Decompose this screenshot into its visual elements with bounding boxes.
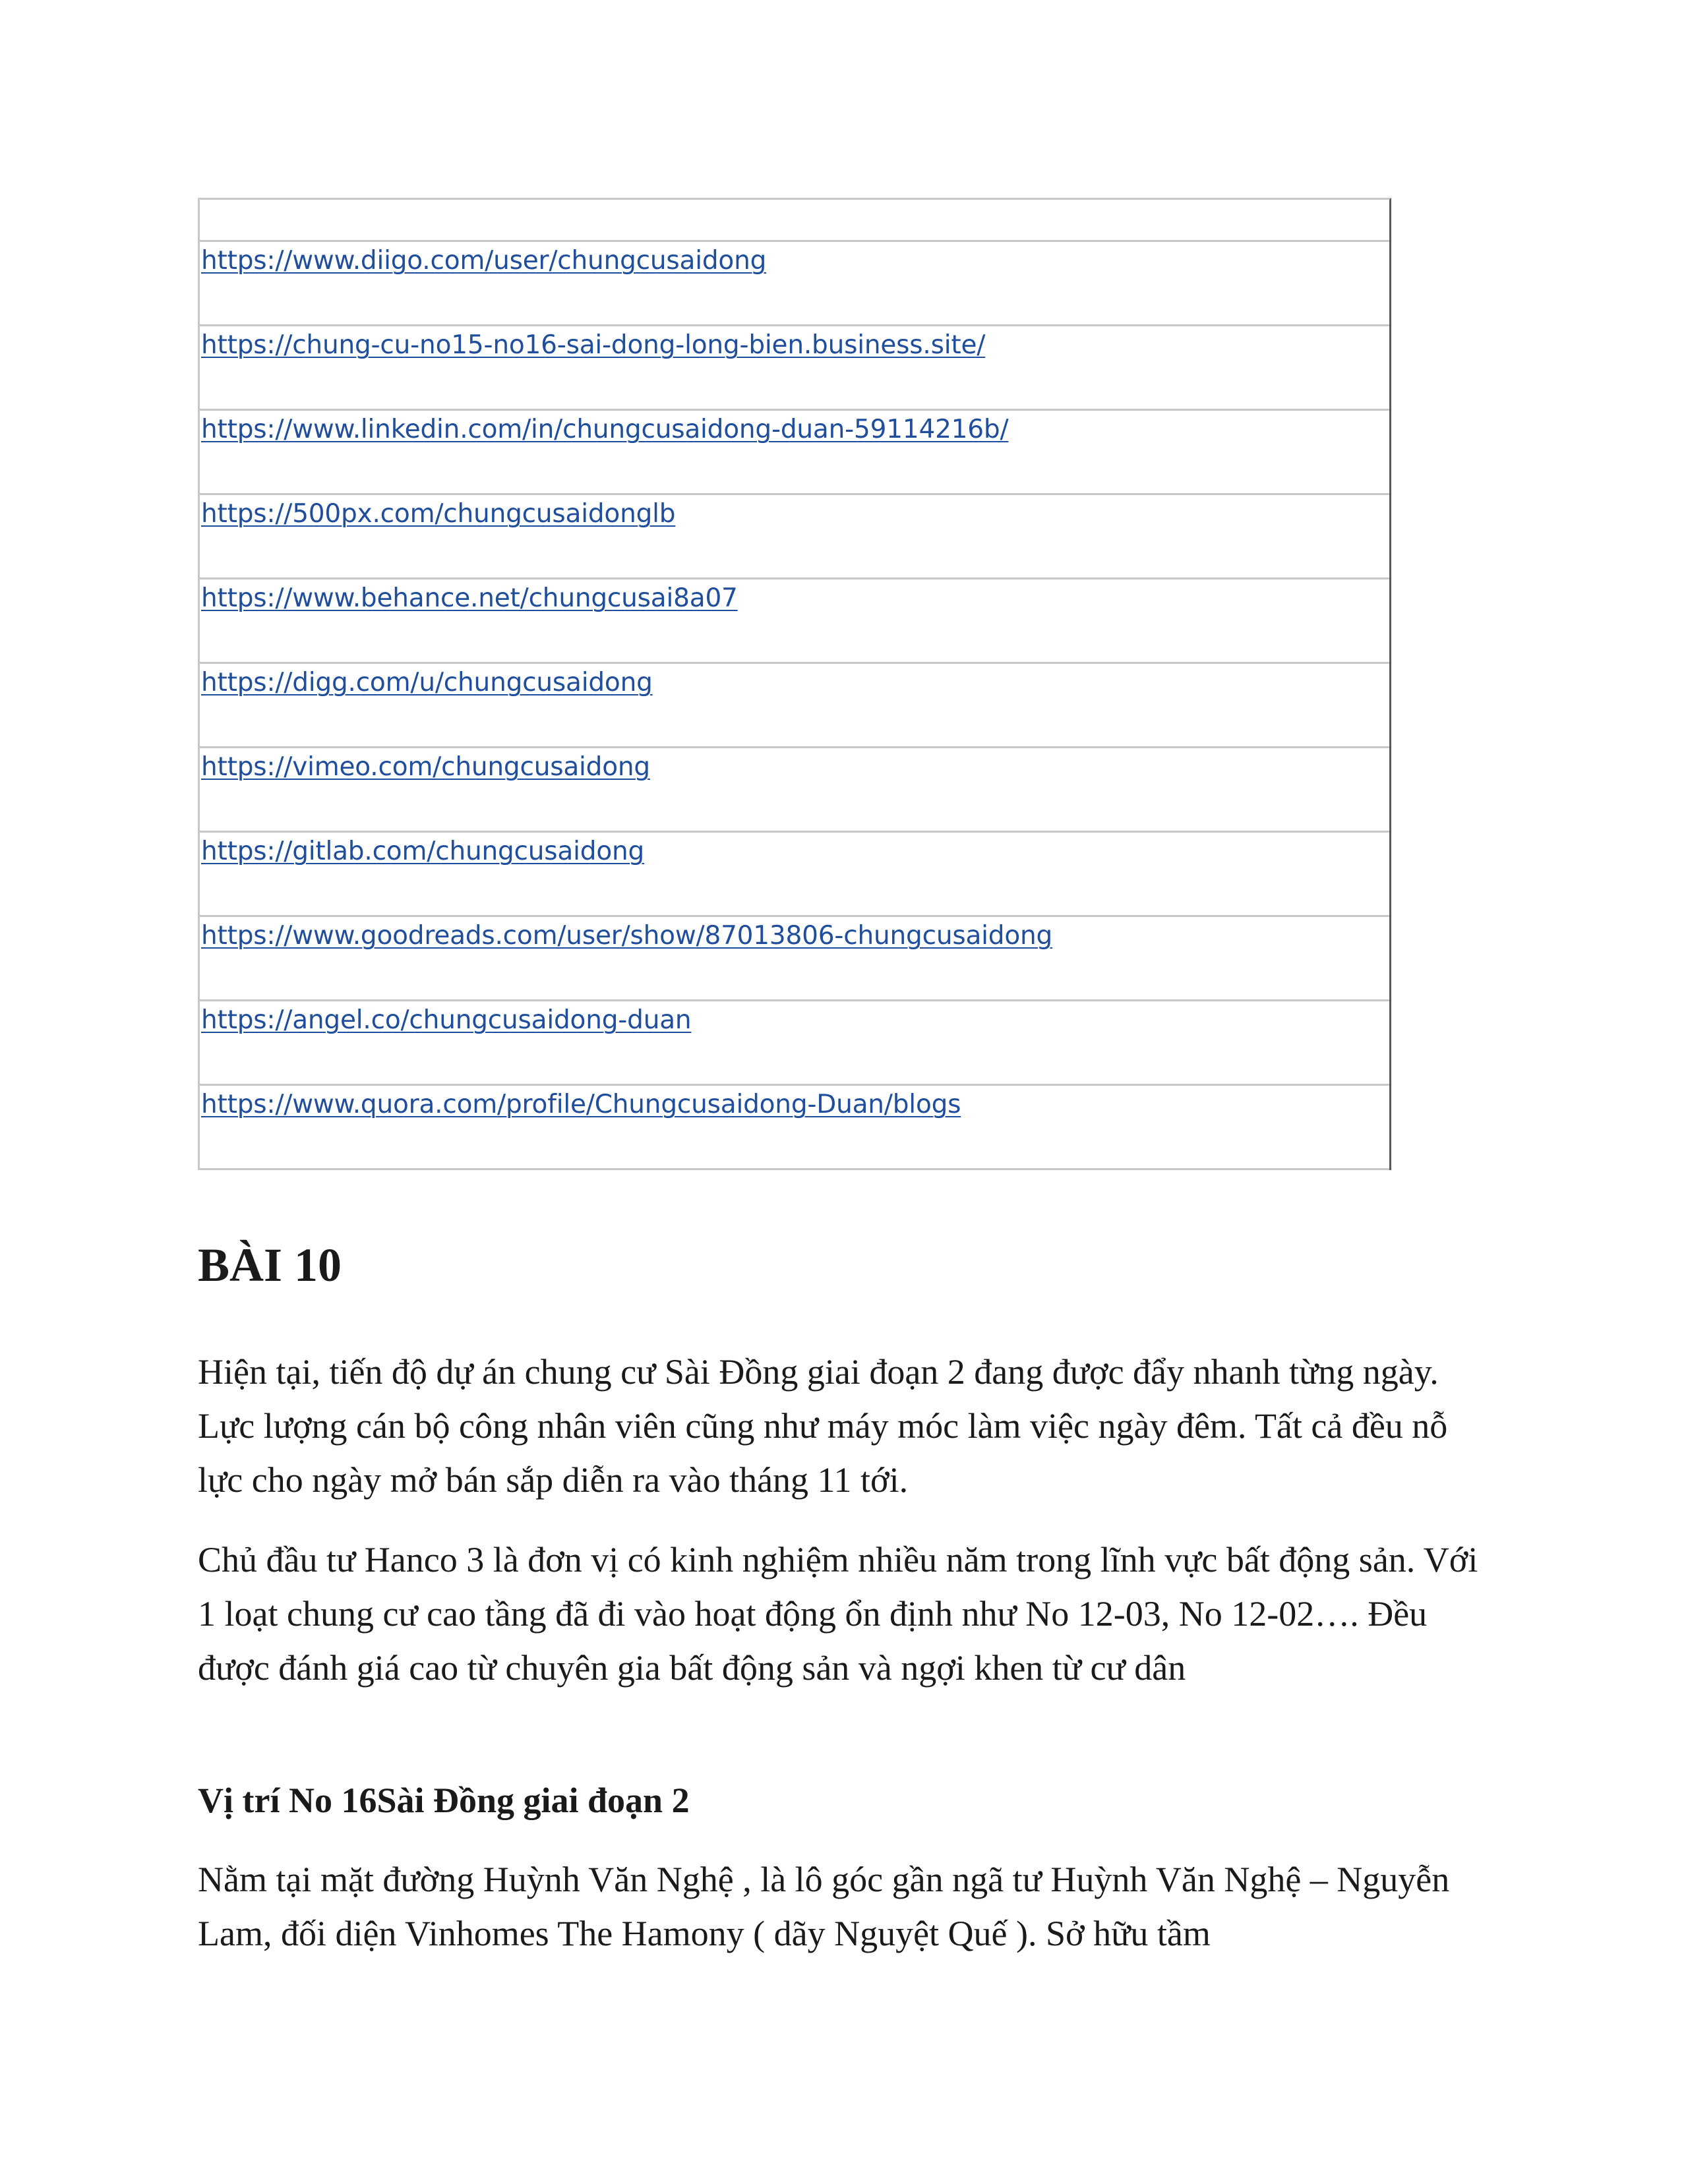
article-heading: BÀI 10 [198,1239,342,1291]
table-row [200,917,1389,1001]
link-gitlab[interactable]: https://gitlab.com/chungcusaidong [201,837,645,866]
table-row [200,495,1389,579]
article-paragraph-2: Chủ đầu tư Hanco 3 là đơn vị có kinh nghiệm nhiều năm trong lĩnh vực bất động sản. Với 1 loạt chung cư cao tầng đã đi vào hoạt động ổn định như No 12-03, No 12-02…. Đều được đánh giá cao từ chuyên gia bất động sản và ngợi khen từ cư dân [198,1540,1478,1688]
article-paragraph-3: Nằm tại mặt đường Huỳnh Văn Nghệ , là lô góc gần ngã tư Huỳnh Văn Nghệ – Nguyễn Lam, đối diện Vinhomes The Hamony ( dãy Nguyệt Quế ). Sở hữu tầm [198,1860,1450,1953]
table-row [200,1086,1389,1170]
table-row [200,579,1389,664]
link-angel[interactable]: https://angel.co/chungcusaidong-duan [201,1005,692,1035]
article-subheading: Vị trí No 16Sài Đồng giai đoạn 2 [198,1781,690,1820]
link-table [198,198,1391,1170]
link-goodreads[interactable]: https://www.goodreads.com/user/show/87013806-chungcusaidong [201,921,1053,951]
link-vimeo[interactable]: https://vimeo.com/chungcusaidong [201,752,650,782]
link-quora[interactable]: https://www.quora.com/profile/Chungcusaidong-Duan/blogs [201,1090,961,1119]
table-row [200,1001,1389,1086]
table-row [200,242,1389,326]
table-row [200,411,1389,495]
link-digg[interactable]: https://digg.com/u/chungcusaidong [201,668,653,697]
table-row [200,748,1389,833]
table-row [200,664,1389,748]
table-row [200,326,1389,411]
article-paragraph-1: Hiện tại, tiến độ dự án chung cư Sài Đồng giai đoạn 2 đang được đẩy nhanh từng ngày. Lực lượng cán bộ công nhân viên cũng như máy móc làm việc ngày đêm. Tất cả đều nỗ lực cho ngày mở bán sắp diễn ra vào tháng 11 tới. [198,1352,1448,1500]
link-linkedin[interactable]: https://www.linkedin.com/in/chungcusaidong-duan-59114216b/ [201,415,1009,444]
link-business-site[interactable]: https://chung-cu-no15-no16-sai-dong-long-bien.business.site/ [201,330,986,360]
link-diigo[interactable]: https://www.diigo.com/user/chungcusaidong [201,246,767,276]
table-row [200,833,1389,917]
link-behance[interactable]: https://www.behance.net/chungcusai8a07 [201,583,738,613]
link-500px[interactable]: https://500px.com/chungcusaidonglb [201,499,676,529]
table-row-empty [200,200,1389,242]
